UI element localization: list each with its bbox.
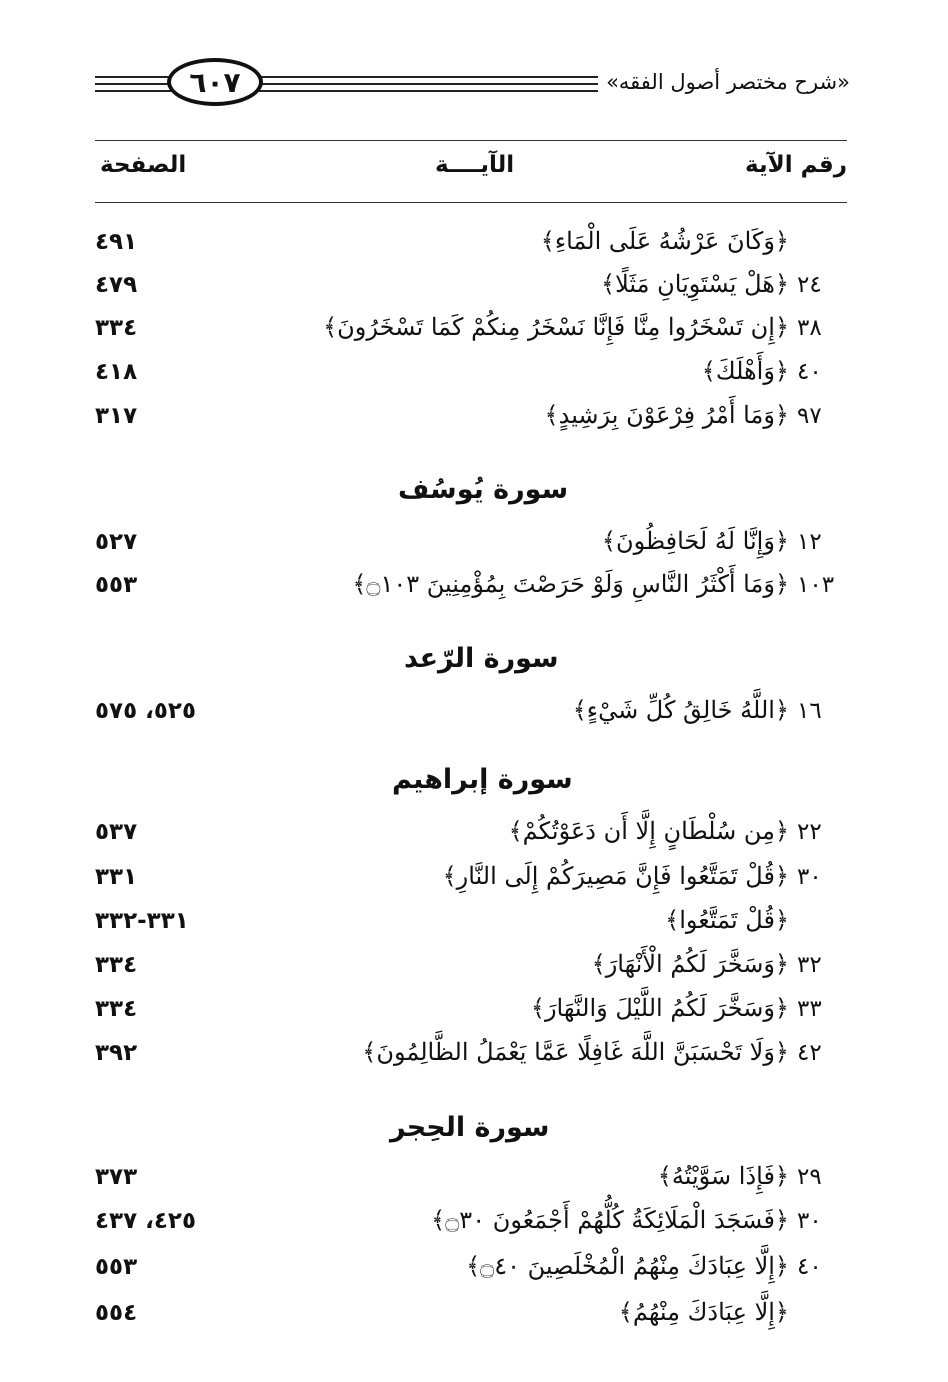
page-ref: ٤٧٩: [95, 272, 138, 298]
page-ref: ٣٣٤: [95, 996, 138, 1022]
column-headers: [95, 140, 847, 204]
page-ref: ٥٥٣: [95, 1254, 138, 1280]
index-row: [95, 1036, 847, 1078]
index-row: [95, 815, 847, 857]
ayah-text: ﴿مِن سُلْطَانٍ إِلَّا أَن دَعَوْتُكُمْ﴾: [508, 817, 789, 845]
ayah-number: ٤٠: [797, 1254, 822, 1280]
page-ref: ٣٣٤: [95, 315, 138, 341]
header-page: الصفحة: [100, 152, 187, 178]
index-row: [95, 694, 847, 736]
index-row: [95, 568, 847, 610]
page-ref: ٣٣١: [95, 864, 138, 890]
page-ref: ٣١٧: [95, 403, 138, 429]
page-ref: ٣٩٢: [95, 1040, 138, 1066]
index-row: [95, 268, 847, 310]
page-ref: ٣٣١-٣٣٢: [95, 908, 189, 934]
ayah-text: ﴿اللَّهُ خَالِقُ كُلِّ شَيْءٍ﴾: [572, 696, 789, 724]
page-ref: ٤١٨: [95, 359, 138, 385]
ayah-text: ﴿وَسَخَّرَ لَكُمُ الْأَنْهَارَ﴾: [591, 950, 789, 978]
ayah-number: ٢٤: [797, 272, 822, 298]
ayah-number: ٢٩: [797, 1164, 822, 1190]
surah-heading: سورة الحِجر: [390, 1112, 550, 1143]
ayah-number: ٤٢: [797, 1040, 822, 1066]
surah-heading: سورة يُوسُف: [398, 474, 569, 505]
index-row: [95, 1250, 847, 1292]
index-row: [95, 860, 847, 902]
ayah-text: ﴿قُلْ تَمَتَّعُوا﴾: [665, 906, 789, 934]
index-row: [95, 1296, 847, 1338]
ayah-number: ٣٢: [797, 952, 822, 978]
surah-heading: سورة الرّعد: [404, 643, 559, 674]
index-row: [95, 311, 847, 353]
index-row: [95, 1160, 847, 1202]
page-ref: ٥٢٧: [95, 529, 138, 555]
index-row: [95, 992, 847, 1034]
book-title: «شرح مختصر أصول الفقه»: [598, 70, 850, 94]
ayah-number: ١٢: [797, 529, 822, 555]
ayah-text: ﴿إِلَّا عِبَادَكَ مِنْهُمُ﴾: [618, 1298, 789, 1326]
ayah-text: ﴿وَمَا أَكْثَرُ النَّاسِ وَلَوْ حَرَصْتَ بِمُؤْمِنِينَ ۝١٠٣﴾: [352, 570, 789, 598]
index-row: [95, 225, 847, 267]
running-header: [95, 52, 850, 112]
ayah-text: ﴿وَكَانَ عَرْشُهُ عَلَى الْمَاءِ﴾: [540, 227, 789, 255]
page-ref: ٣٣٤: [95, 952, 138, 978]
header-ayah-number: رقم الآية: [745, 152, 847, 178]
ayah-text: ﴿وَإِنَّا لَهُ لَحَافِظُونَ﴾: [601, 527, 789, 555]
ayah-number: ٢٢: [797, 819, 822, 845]
ayah-number: ٤٠: [797, 359, 822, 385]
page-ref: ٥٣٧: [95, 819, 138, 845]
ayah-number: ٣٠: [797, 864, 822, 890]
ayah-number: ٩٧: [797, 403, 822, 429]
index-row: [95, 525, 847, 567]
ayah-text: ﴿قُلْ تَمَتَّعُوا فَإِنَّ مَصِيرَكُمْ إِلَى النَّارِ﴾: [442, 862, 789, 890]
page-number-badge: ٦٠٧: [167, 58, 263, 106]
ayah-text: ﴿فَإِذَا سَوَّيْتُهُ﴾: [657, 1162, 789, 1190]
surah-heading: سورة إبراهيم: [392, 764, 573, 795]
ayah-text: ﴿وَسَخَّرَ لَكُمُ اللَّيْلَ وَالنَّهَارَ﴾: [530, 994, 789, 1022]
page-ref: ٤٢٥، ٤٣٧: [95, 1208, 196, 1234]
index-row: [95, 1204, 847, 1246]
ayah-number: ٣٠: [797, 1208, 822, 1234]
ayah-text: ﴿وَمَا أَمْرُ فِرْعَوْنَ بِرَشِيدٍ﴾: [544, 401, 789, 429]
index-row: [95, 355, 847, 397]
page-ref: ٥٢٥، ٥٧٥: [95, 698, 196, 724]
index-row: [95, 904, 847, 946]
ayah-text: ﴿فَسَجَدَ الْمَلَائِكَةُ كُلُّهُمْ أَجْمَعُونَ ۝٣٠﴾: [431, 1206, 789, 1234]
ayah-number: ٣٣: [797, 996, 822, 1022]
ayah-number: ٣٨: [797, 315, 822, 341]
ayah-text: ﴿إِلَّا عِبَادَكَ مِنْهُمُ الْمُخْلَصِينَ ۝٤٠﴾: [466, 1252, 789, 1280]
page-ref: ٥٥٤: [95, 1300, 138, 1326]
column-header-bottom-rule: [95, 202, 847, 203]
index-row: [95, 399, 847, 441]
column-header-top-rule: [95, 140, 847, 141]
ayah-number: ١٠٣: [797, 572, 835, 598]
ayah-text: ﴿هَلْ يَسْتَوِيَانِ مَثَلًا﴾: [601, 270, 789, 298]
page-ref: ٥٥٣: [95, 572, 138, 598]
ayah-text: ﴿إِن تَسْخَرُوا مِنَّا فَإِنَّا نَسْخَرُ مِنكُمْ كَمَا تَسْخَرُونَ﴾: [323, 313, 789, 341]
ayah-number: ١٦: [797, 698, 822, 724]
page-ref: ٣٧٣: [95, 1164, 138, 1190]
page-ref: ٤٩١: [95, 229, 138, 255]
ayah-text: ﴿وَلَا تَحْسَبَنَّ اللَّهَ غَافِلًا عَمَّا يَعْمَلُ الظَّالِمُونَ﴾: [362, 1038, 789, 1066]
index-row: [95, 948, 847, 990]
ayah-text: ﴿وَأَهْلَكَ﴾: [701, 357, 789, 385]
header-ayah: الآيــــة: [435, 152, 515, 178]
